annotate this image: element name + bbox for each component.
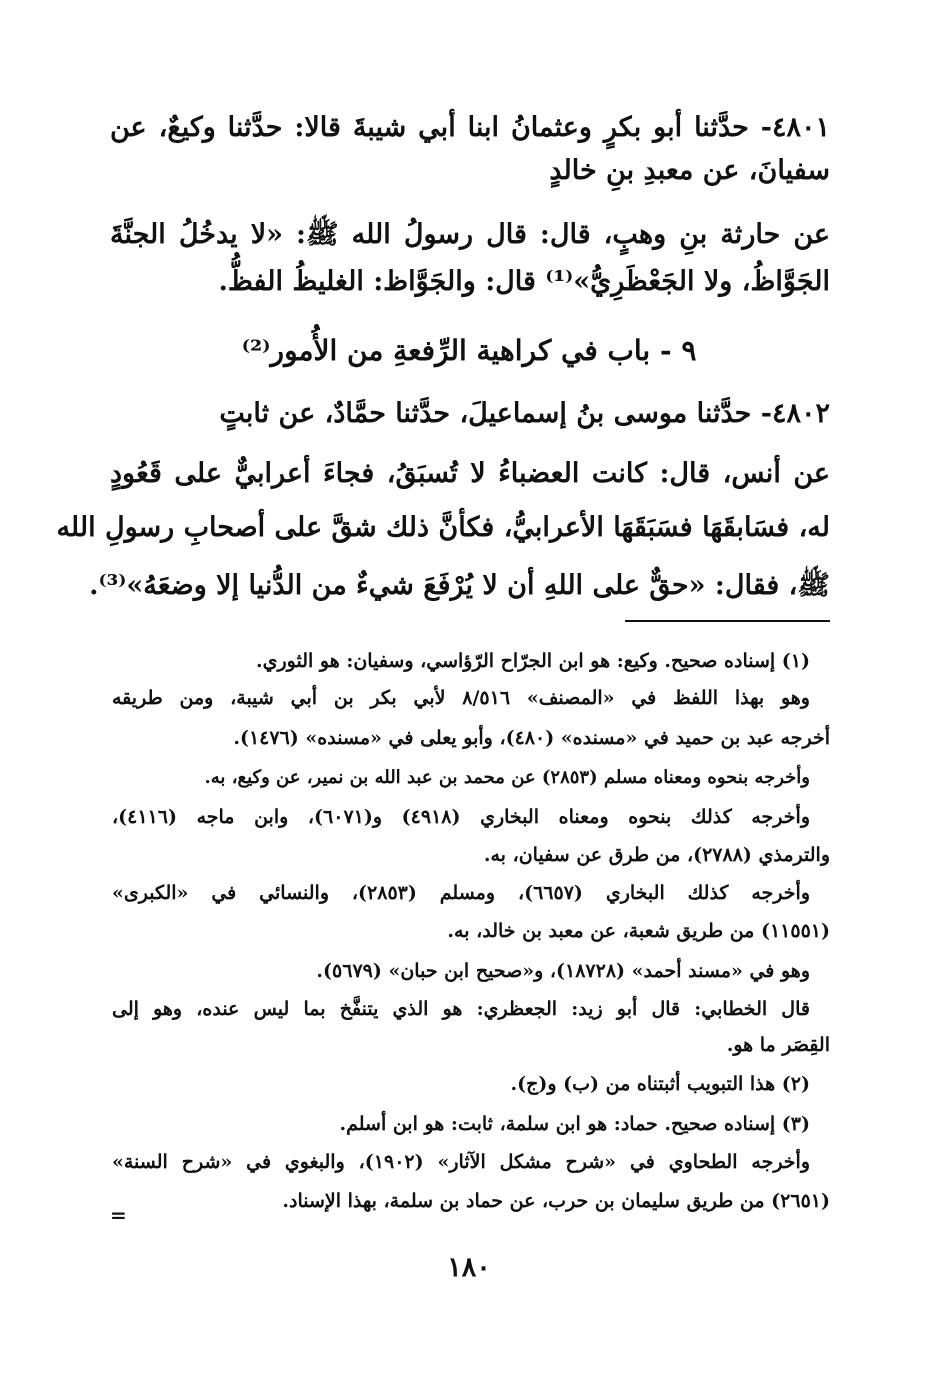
footnote-line-8: (١١٥٥١) من طريق شعبة، عن معبد بن خالد، به. <box>447 920 830 942</box>
footnote-line-9: وهو في «مسند أحمد» (١٨٧٢٨)، و«صحيح ابن حبان» (٥٦٧٩). <box>316 960 810 982</box>
footnote-line-3: أخرجه عبد بن حميد في «مسنده» (٤٨٠)، وأبو يعلى في «مسنده» (١٤٧٦). <box>233 727 830 749</box>
footnote-line-5: وأخرجه كذلك بنحوه ومعناه البخاري (٤٩١٨) و(٦٠٧١)، وابن ماجه (٤١١٦)، <box>112 806 810 828</box>
footnote-line-10: قال الخطابي: قال أبو زيد: الجعظري: هو الذي يتنفَّخ بما ليس عنده، وهو إلى <box>112 998 810 1020</box>
hadith-4802-line-4: ﷺ، فقال: «حقٌّ على اللهِ أن لا يُرْفَعَ شيءٌ من الدُّنيا إلا وضعَهُ»⁽³⁾. <box>89 570 830 601</box>
footnote-line-7: وأخرجه كذلك البخاري (٦٦٥٧)، ومسلم (٢٨٥٣)، والنسائي في «الكبرى» <box>112 882 810 904</box>
footnote-line-2: وهو بهذا اللفظ في «المصنف» ٨/٥١٦ لأبي بكر بن أبي شيبة، ومن طريقه <box>112 687 810 709</box>
hadith-4802-line-1: ٤٨٠٢- حدَّثنا موسى بنُ إسماعيلَ، حدَّثنا حمَّادٌ، عن ثابتٍ <box>219 398 830 429</box>
hadith-4801-line-2: سفيانَ، عن معبدِ بنِ خالدٍ <box>549 155 830 186</box>
hadith-4801-line-3: عن حارثة بنِ وهبٍ، قال: قال رسولُ الله ﷺ: «لا يدخُلُ الجنَّةَ <box>110 219 830 250</box>
footnote-separator <box>625 620 830 622</box>
footnote-line-1: (١) إسناده صحيح. وكيع: هو ابن الجرّاح الرّؤاسي، وسفيان: هو الثوري. <box>255 650 810 672</box>
hadith-4802-line-3: له، فسَابقَهَا فسَبَقَهَا الأعرابيُّ، فكأنَّ ذلك شقَّ على أصحابِ رسولِ الله <box>56 512 830 543</box>
footnote-line-4: وأخرجه بنحوه ومعناه مسلم (٢٨٥٣) عن محمد بن عبد الله بن نمير، عن وكيع، به. <box>204 767 810 788</box>
footnote-line-15: (٢٦٥١) من طريق سليمان بن حرب، عن حماد بن سلمة، بهذا الإسناد. <box>282 1190 830 1212</box>
chapter-heading: ٩ - باب في كراهية الرِّفعةِ من الأُمور⁽²⁾ <box>241 334 697 367</box>
footnote-line-13: (٣) إسناده صحيح. حماد: هو ابن سلمة، ثابت: هو ابن أسلم. <box>339 1113 810 1135</box>
footnote-line-12: (٢) هذا التبويب أثبتناه من (ب) و(ج). <box>510 1073 810 1095</box>
hadith-4802-line-2: عن أنس، قال: كانت العضباءُ لا تُسبَقُ، فجاءَ أعرابيٌّ على قَعُودٍ <box>110 458 830 489</box>
footnote-line-11: القِصَر ما هو. <box>726 1034 830 1056</box>
page-number: ١٨٠ <box>447 1252 491 1283</box>
footnote-line-6: والترمذي (٢٧٨٨)، من طرق عن سفيان، به. <box>483 844 830 866</box>
hadith-4801-line-4: الجَوَّاظُ، ولا الجَعْظَرِيُّ»⁽¹⁾ قال: والجَوَّاظ: الغليظُ الفظُّ. <box>218 266 830 297</box>
footnote-line-14: وأخرجه الطحاوي في «شرح مشكل الآثار» (١٩٠٢)، والبغوي في «شرح السنة» <box>112 1151 811 1173</box>
continuation-mark: = <box>110 1203 127 1227</box>
hadith-4801-line-1: ٤٨٠١- حدَّثنا أبو بكرٍ وعثمانُ ابنا أبي شيبةَ قالا: حدَّثنا وكيعٌ، عن <box>110 112 830 143</box>
